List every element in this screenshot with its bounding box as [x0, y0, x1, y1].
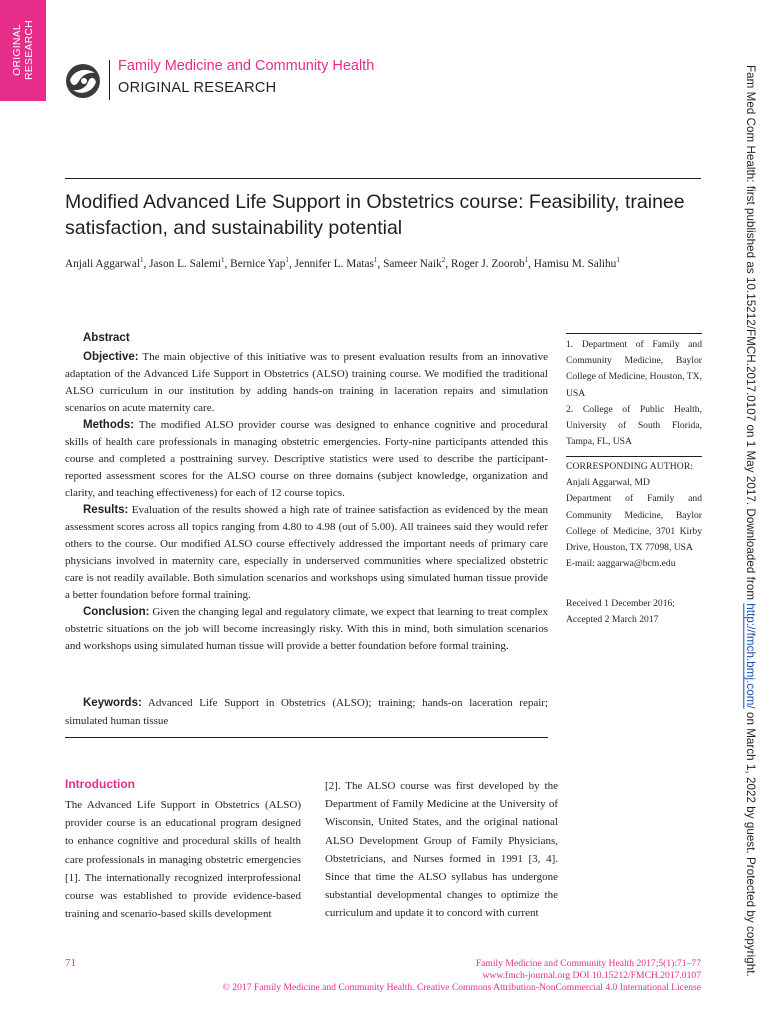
abstract-objective [65, 349, 548, 417]
section-tab-line1: ORIGINAL [11, 24, 23, 76]
correspondence-divider [566, 456, 702, 457]
author-name [65, 258, 149, 270]
affiliation-1: 1. Department of Family and Community Medicine, Baylor College of Medicine, Houston, TX, USA [566, 339, 702, 399]
author-separator: , [377, 258, 384, 270]
footer-doi[interactable]: www.fmch-journal.org DOI 10.15212/FMCH.2017.0107 [482, 970, 701, 981]
author-separator: , [288, 258, 295, 270]
article-title: Modified Advanced Life Support in Obstetrics course: Feasibility, trainee satisfaction, and sustainability potential [65, 191, 685, 239]
page-number: 71 [65, 957, 76, 969]
footer-license: © 2017 Family Medicine and Community Health. Creative Commons Attribution-NonCommercial 4.0 International License [222, 982, 701, 993]
article-dates [566, 596, 702, 628]
introduction-column-1: The Advanced Life Support in Obstetrics (ALSO) provider course is an educational program designed to enhance cognitive and procedural skills of health care professionals in managing obstetric emergencies [1]. The internationally recognized interprofessional course was established to provide evidence-based training and scenario-based skills development [65, 799, 301, 921]
title-divider [65, 178, 701, 179]
author-separator: , [224, 258, 231, 270]
methods-label: Methods: [83, 419, 135, 431]
results-label: Results: [83, 504, 129, 516]
abstract-methods [65, 417, 548, 502]
keywords-label: Keywords: [83, 697, 142, 709]
received-date: Received 1 December 2016; [566, 598, 675, 609]
author-name-text: Hamisu M. Salihu [533, 258, 617, 270]
affiliation-2: 2. College of Public Health, University of South Florida, Tampa, FL, USA [566, 403, 702, 448]
section-tab-line2: RESEARCH [23, 20, 35, 80]
methods-text: The modified ALSO provider course was designed to enhance cognitive and procedural skills of health care professionals in managing obstetric emergencies. Forty-nine participants attended this course and completed a posttraining survey. Descriptive statistics were used to describe the participant-reported assessment scores for the ALSO course on three domains (subject knowledge, organization and clarity, and teaching effectiveness) for each of 12 course topics. [65, 419, 548, 499]
affiliations-divider [566, 333, 702, 334]
author-name [534, 258, 620, 270]
journal-logo-icon [64, 62, 102, 100]
author-separator: , [528, 258, 534, 270]
author-separator: , [143, 258, 150, 270]
author-name-text: Jason L. Salemi [149, 258, 221, 270]
abstract-divider [65, 737, 548, 738]
author-affiliation-marker: 1 [524, 256, 529, 265]
logo-divider [109, 60, 110, 100]
journal-name[interactable]: Family Medicine and Community Health [118, 58, 375, 74]
author-affiliation-marker: 1 [139, 256, 144, 265]
keywords [65, 694, 548, 730]
download-notice-after: on March 1, 2022 by guest. Protected by copyright. [744, 708, 757, 977]
abstract-heading: Abstract [83, 332, 130, 344]
author-name-text: Anjali Aggarwal [65, 258, 140, 270]
download-notice-link[interactable]: http://fmch.bmj.com/ [744, 603, 757, 709]
author-name [451, 258, 534, 270]
abstract [65, 330, 548, 655]
introduction-column-2: [2]. The ALSO course was first developed by the Department of Family Medicine at the University of Wisconsin, United States, and the original national ALSO Development Group of Family Physicians, Obstetricians, and Nurses formed in 1991 [3, 4]. Since that time the ALSO syllabus has undergone substantial developmental changes to optimize the curriculum and update it to concord with current [325, 780, 558, 920]
conclusion-label: Conclusion: [83, 606, 150, 618]
abstract-results [65, 502, 548, 604]
author-affiliation-marker: 1 [285, 256, 289, 265]
author-name-text: Bernice Yap [230, 258, 286, 270]
author-name [230, 258, 294, 270]
accepted-date: Accepted 2 March 2017 [566, 614, 659, 626]
author-affiliation-marker: 2 [441, 256, 446, 265]
section-tab [0, 0, 46, 101]
abstract-conclusion [65, 604, 548, 655]
keywords-text: Advanced Life Support in Obstetrics (ALSO); training; hands-on laceration repair; simulated human tissue [65, 697, 548, 727]
section-label: ORIGINAL RESEARCH [118, 80, 277, 96]
corresponding-author-heading: CORRESPONDING AUTHOR: [566, 461, 694, 472]
download-notice [744, 65, 762, 977]
corresponding-author [566, 459, 702, 572]
author-name [149, 258, 230, 270]
author-name-text: Sameer Naik [383, 258, 442, 270]
author-affiliation-marker: 1 [221, 256, 225, 265]
affiliations [566, 337, 702, 450]
download-notice-before: Fam Med Com Health: first published as 10.15212/FMCH.2017.0107 on 1 May 2017. Downloaded from [744, 65, 757, 604]
download-notice-text [744, 65, 757, 977]
author-name [295, 258, 384, 270]
author-affiliation-marker: 1 [373, 256, 378, 265]
footer-citation: Family Medicine and Community Health 2017;5(1):71–77 [475, 958, 701, 969]
results-text: Evaluation of the results showed a high rate of trainee satisfaction as evidenced by the mean assessment scores across all topics ranging from 4.80 to 4.98 (out of 5.00). All trainees said they would refer others to the course. Our modified ALSO course effectively addressed the important needs of primary care physicians involved in maternity care, especially in underserved communities where specialized obstetric care is not readily available. Both simulation scenarios and workshops using simulated human tissue provide a better foundation before formal training. [65, 504, 548, 601]
corresponding-author-email[interactable]: E-mail: aaggarwa@bcm.edu [566, 558, 676, 570]
introduction-heading: Introduction [65, 777, 135, 791]
corresponding-author-name: Anjali Aggarwal, MD [566, 477, 650, 489]
corresponding-author-address: Department of Family and Community Medicine, Baylor College of Medicine, 3701 Kirby Drive, Houston, TX 77098, USA [566, 493, 702, 554]
author-name-text: Roger J. Zoorob [450, 258, 525, 270]
author-list [65, 258, 705, 270]
author-affiliation-marker: 1 [616, 256, 620, 265]
author-name-text: Jennifer L. Matas [294, 258, 374, 270]
section-tab-label [11, 20, 35, 80]
author-name [383, 258, 451, 270]
conclusion-text: Given the changing legal and regulatory climate, we expect that learning to treat complex obstetric situations on the job will become increasingly risky. With this in mind, both simulation scenarios and workshops using simulated human tissue will provide a better foundation before formal training. [65, 606, 548, 652]
objective-text: The main objective of this initiative was to present evaluation results from an innovative adaptation of the Advanced Life Support in Obstetrics (ALSO) training course. We modified the traditional ALSO curriculum in our institution by adding hands-on training in laceration repairs and simulation scenarios on acute maternity care. [65, 351, 548, 414]
author-separator: , [445, 258, 451, 270]
objective-label: Objective: [83, 351, 139, 363]
